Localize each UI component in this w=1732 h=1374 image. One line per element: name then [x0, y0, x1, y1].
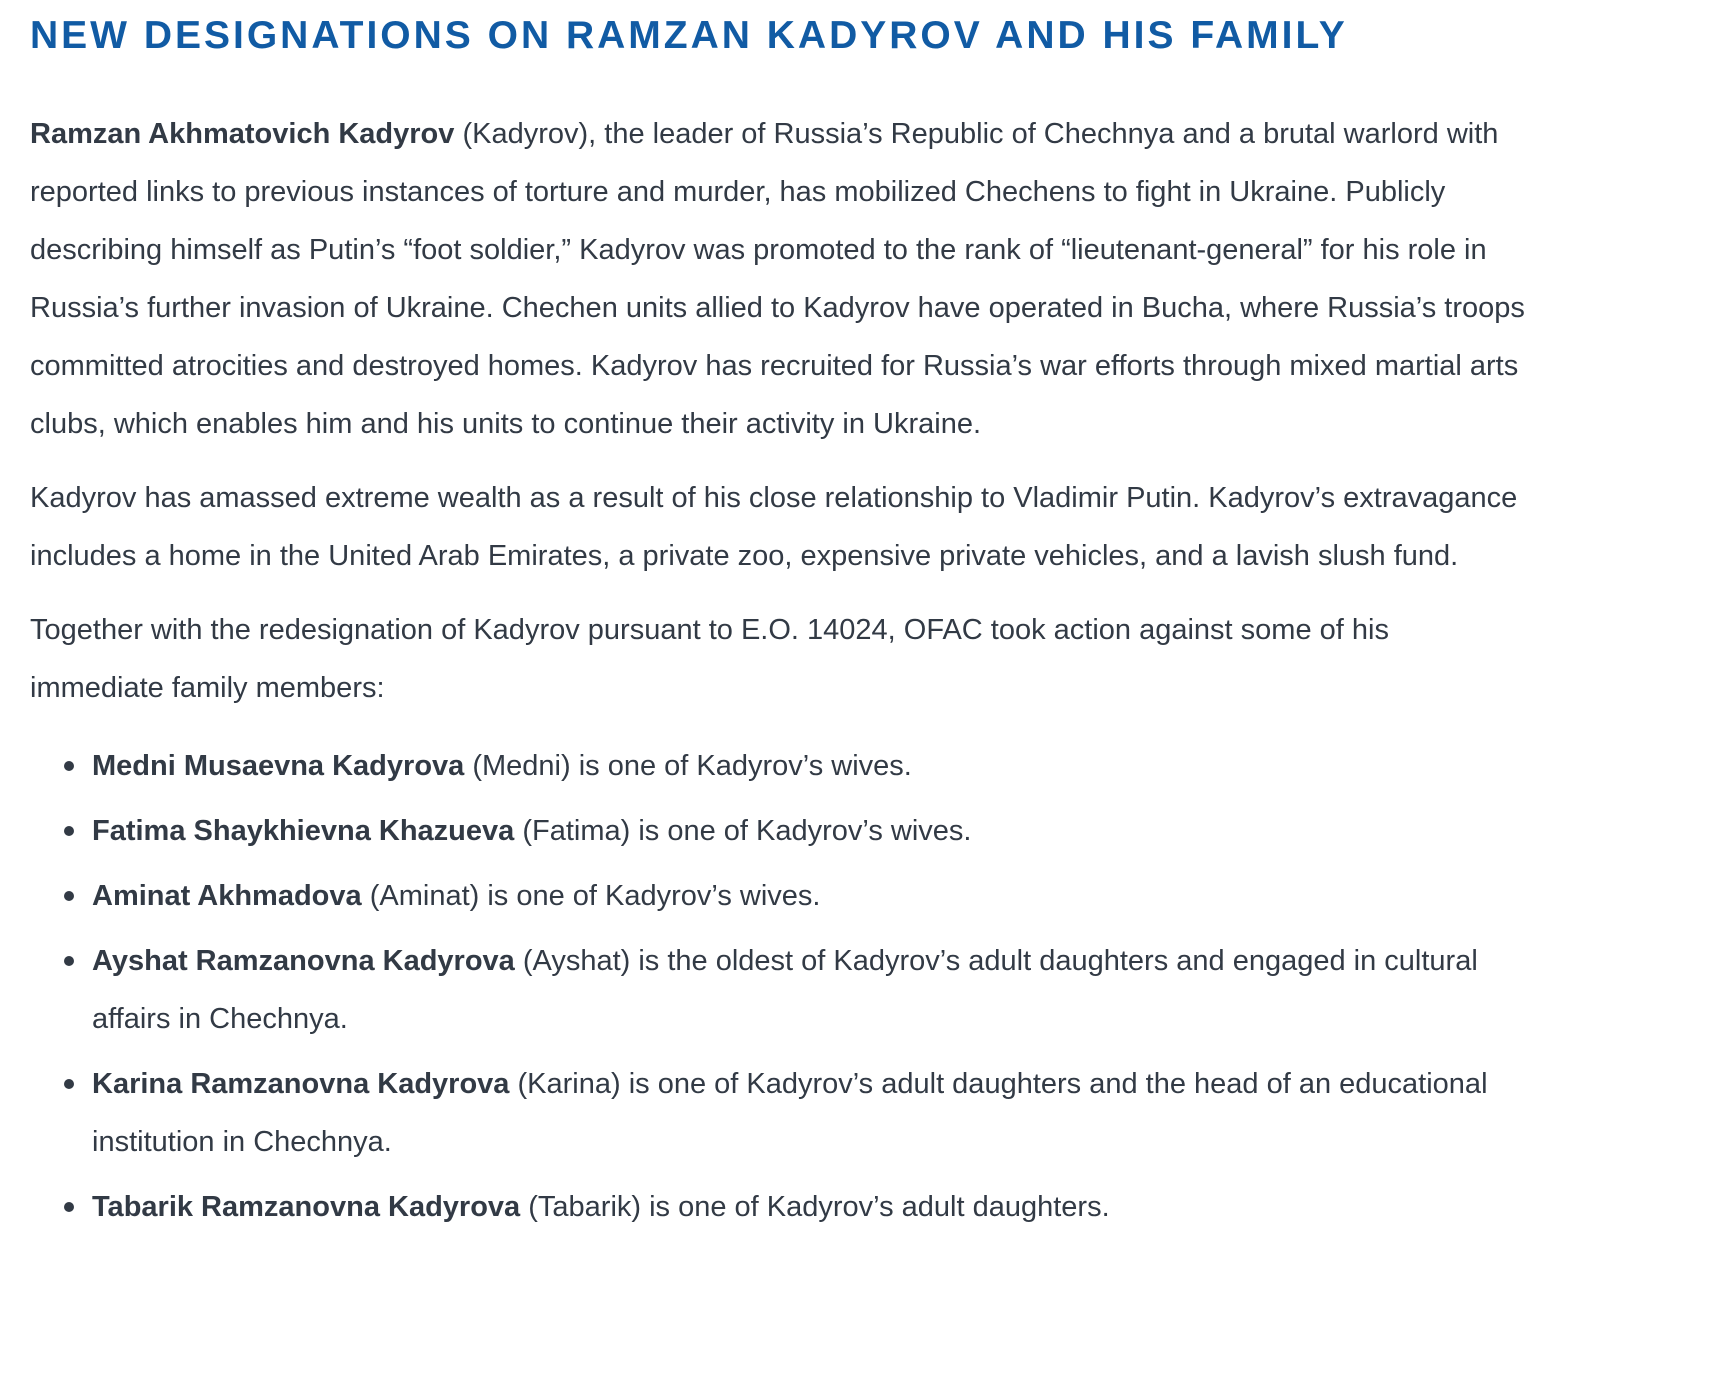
person-name: Medni Musaevna Kadyrova: [92, 749, 465, 782]
family-member-item: [62, 1055, 1530, 1171]
person-name: Aminat Akhmadova: [92, 879, 362, 912]
text-run: (Aminat) is one of Kadyrov’s wives.: [361, 879, 821, 912]
text-run: Together with the redesignation of Kadyrov pursuant to E.O. 14024, OFAC took action against some of his immediate family members:: [30, 613, 1389, 704]
text-run: (Karina) is one of Kadyrov’s adult daughters and the head of an educational institution in Chechnya.: [92, 1067, 1488, 1158]
text-run: (Kadyrov), the leader of Russia’s Republic of Chechnya and a brutal warlord with reported links to previous instances of torture and murder, has mobilized Chechens to fight in Ukraine. Publicly describing himself as Putin’s “foot soldier,” Kadyrov was promoted to the rank of “lieutenant-general” for his role in Russia’s further invasion of Ukraine. Chechen units allied to Kadyrov have operated in Bucha, where Russia’s troops committed atrocities and destroyed homes. Kadyrov has recruited for Russia’s war efforts through mixed martial arts clubs, which enables him and his units to continue their activity in Ukraine.: [30, 117, 1525, 440]
paragraph: [30, 601, 1530, 717]
family-member-item: [62, 867, 1530, 925]
person-name: Tabarik Ramzanovna Kadyrova: [92, 1190, 521, 1223]
family-member-item: [62, 737, 1530, 795]
person-name: Karina Ramzanovna Kadyrova: [92, 1067, 510, 1100]
press-release-article: [30, 0, 1530, 1236]
family-member-item: [62, 802, 1530, 860]
text-run: (Tabarik) is one of Kadyrov’s adult daughters.: [520, 1190, 1110, 1223]
text-run: (Medni) is one of Kadyrov’s wives.: [464, 749, 912, 782]
paragraph: [30, 105, 1530, 453]
text-run: Kadyrov has amassed extreme wealth as a result of his close relationship to Vladimir Putin. Kadyrov’s extravagance includes a home in the United Arab Emirates, a private zoo, expensive private vehicles, and a lavish slush fund.: [30, 481, 1518, 572]
family-member-item: [62, 1178, 1530, 1236]
person-name: Ramzan Akhmatovich Kadyrov: [30, 117, 455, 150]
person-name: Fatima Shaykhievna Khazueva: [92, 814, 515, 847]
family-members-list: [30, 737, 1530, 1236]
person-name: Ayshat Ramzanovna Kadyrova: [92, 944, 515, 977]
text-run: (Ayshat) is the oldest of Kadyrov’s adult daughters and engaged in cultural affairs in Chechnya.: [92, 944, 1478, 1035]
paragraphs-block: [30, 105, 1530, 717]
paragraph: [30, 469, 1530, 585]
section-heading: NEW DESIGNATIONS ON RAMZAN KADYROV AND HIS FAMILY: [30, 14, 1348, 57]
family-member-item: [62, 932, 1530, 1048]
text-run: (Fatima) is one of Kadyrov’s wives.: [514, 814, 972, 847]
